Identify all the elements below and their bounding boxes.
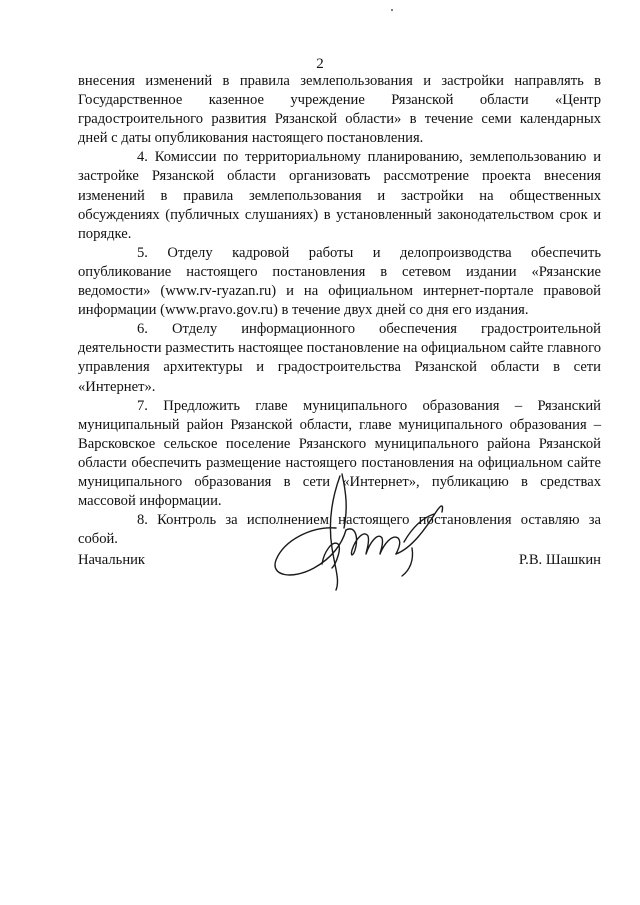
page-number: 2 — [316, 56, 324, 72]
signatory-name: Р.В. Шашкин — [518, 552, 601, 568]
signatory-position: Начальник — [78, 552, 146, 568]
paragraph-5: 5. Отделу кадровой работы и делопроизводства обеспечить опубликование настоящего постановления в сетевом издании «Рязанские ведомости» (www.rv-ryazan.ru) и на официальном интернет-портале правовой информации (www.pravo.gov.ru) в течение двух дней со дня его издания. — [78, 244, 601, 319]
paragraph-6: 6. Отделу информационного обеспечения градостроительной деятельности разместить настоящее постановление на официальном сайте главного управления архитектуры и градостроительства Рязанской области в сети «Интернет». — [78, 321, 601, 395]
paragraph-8: 8. Контроль за исполнением настоящего постановления оставляю за собой. — [78, 512, 601, 548]
handwritten-signature — [262, 468, 462, 598]
paragraph-continuation: внесения изменений в правила землепользования и застройки направлять в Государственное казенное учреждение Рязанской области «Центр градостроительного развития Рязанской области» в течение семи календарных дней с даты опубликования настоящего постановления. — [78, 73, 601, 147]
scan-speck — [391, 9, 393, 11]
paragraph-7: 7. Предложить главе муниципального образования – Рязанский муниципальный район Рязанской области, главе муниципального образования – Варсковское сельское поселение Рязанского муниципального района Рязанской области обеспечить размещение настоящего постановления на официальном сайте муниципального образования в сети «Интернет», публикацию в средствах массовой информации. — [78, 397, 601, 510]
paragraph-4: 4. Комиссии по территориальному планированию, землепользованию и застройке Рязанской области организовать рассмотрение проекта внесения изменений в правила землепользования и застройки на общественных обсуждениях (публичных слушаниях) в установленный законодательством срок и порядке. — [78, 149, 601, 242]
